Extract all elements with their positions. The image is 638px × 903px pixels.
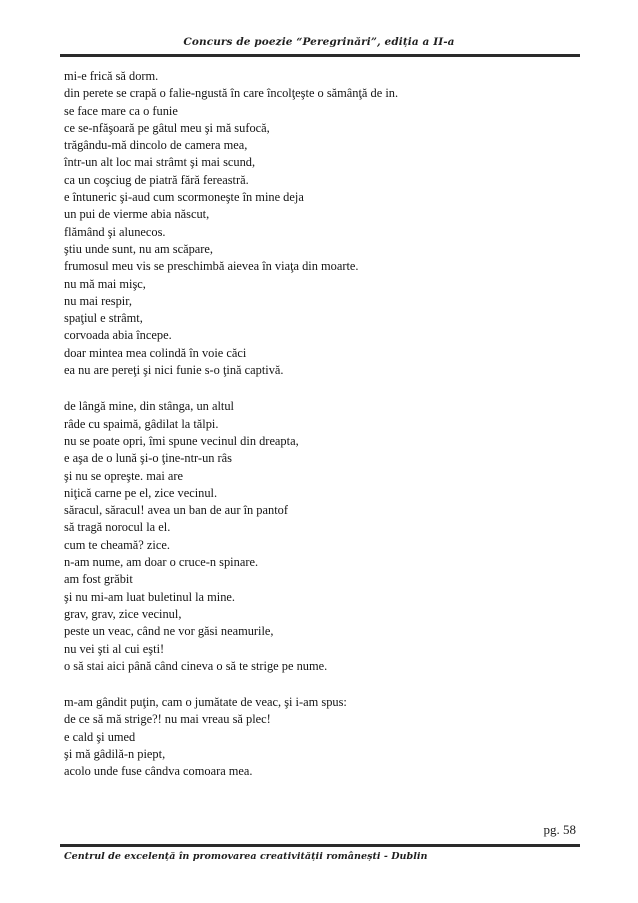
poem-line: cum te cheamă? zice. (64, 537, 170, 552)
poem-line: ce se-nfăşoară pe gâtul meu şi mă sufocă, (64, 120, 270, 135)
poem-line: un pui de vierme abia născut, (64, 207, 210, 222)
poem-body (64, 68, 584, 800)
poem-line: corvoada abia începe. (64, 328, 172, 343)
page-number: pg. 58 (543, 822, 576, 837)
poem-line: am fost grăbit (64, 572, 133, 587)
poem-line: niţică carne pe el, zice vecinul. (64, 485, 218, 500)
poem-stanza (64, 68, 584, 379)
header-divider (60, 54, 580, 57)
poem-line: săracul, săracul! avea un ban de aur în pantof (64, 503, 288, 518)
poem-line: ştiu unde sunt, nu am scăpare, (64, 241, 213, 256)
poem-line: frumosul meu vis se preschimbă aievea în viaţa din moarte. (64, 259, 359, 274)
poem-line: nu se poate opri, îmi spune vecinul din dreapta, (64, 433, 299, 448)
poem-line: n-am nume, am doar o cruce-n spinare. (64, 555, 259, 570)
poem-line: nu mă mai mişc, (64, 276, 146, 291)
poem-line: din perete se crapă o falie-ngustă în care încolţeşte o sămânţă de in. (64, 86, 399, 101)
poem-line: într-un alt loc mai strâmt şi mai scund, (64, 155, 256, 170)
footer-divider (60, 844, 580, 847)
poem-line: e întuneric şi-aud cum scormoneşte în mine deja (64, 190, 304, 205)
poem-line: ea nu are pereţi şi nici funie s-o ţină captivă. (64, 363, 284, 378)
poem-line: şi nu se opreşte. mai are (64, 468, 184, 483)
poem-line: şi nu mi-am luat buletinul la mine. (64, 589, 236, 604)
poem-line: se face mare ca o funie (64, 103, 178, 118)
poem-line: acolo unde fuse cândva comoara mea. (64, 764, 253, 779)
poem-line: flămând şi alunecos. (64, 224, 166, 239)
poem-line: mi-e frică să dorm. (64, 69, 159, 83)
poem-line: să tragă norocul la el. (64, 520, 171, 535)
poem-line: trăgându-mă dincolo de camera mea, (64, 138, 248, 153)
poem-line: doar mintea mea colindă în voie căci (64, 345, 247, 360)
poem-line: e cald şi umed (64, 729, 136, 744)
poem-line: nu mai respir, (64, 293, 132, 308)
poem-line: de ce să mă strige?! nu mai vreau să plec! (64, 712, 271, 727)
poem-line: nu vei şti al cui eşti! (64, 641, 165, 656)
poem-line: şi mă gâdilă-n piept, (64, 746, 166, 761)
poem-line: grav, grav, zice vecinul, (64, 606, 182, 621)
footer-organization: Centrul de excelență în promovarea creativității românești - Dublin (64, 851, 428, 862)
poem-line: o să stai aici până când cineva o să te strige pe nume. (64, 658, 328, 673)
poem-line: râde cu spaimă, gâdilat la tălpi. (64, 416, 219, 431)
poem-line: spaţiul e strâmt, (64, 311, 143, 326)
poem-line: de lângă mine, din stânga, un altul (64, 399, 234, 414)
poem-line: ca un coşciug de piatră fără fereastră. (64, 172, 249, 187)
page-header-title: Concurs de poezie “Peregrinări”, ediția a II-a (183, 36, 455, 48)
poem-stanza (64, 694, 584, 780)
poem-line: e aşa de o lună şi-o ţine-ntr-un râs (64, 451, 232, 466)
poem-line: m-am gândit puţin, cam o jumătate de veac, şi i-am spus: (64, 695, 347, 710)
poem-line: peste un veac, când ne vor găsi neamurile, (64, 624, 274, 639)
poem-stanza (64, 398, 584, 675)
